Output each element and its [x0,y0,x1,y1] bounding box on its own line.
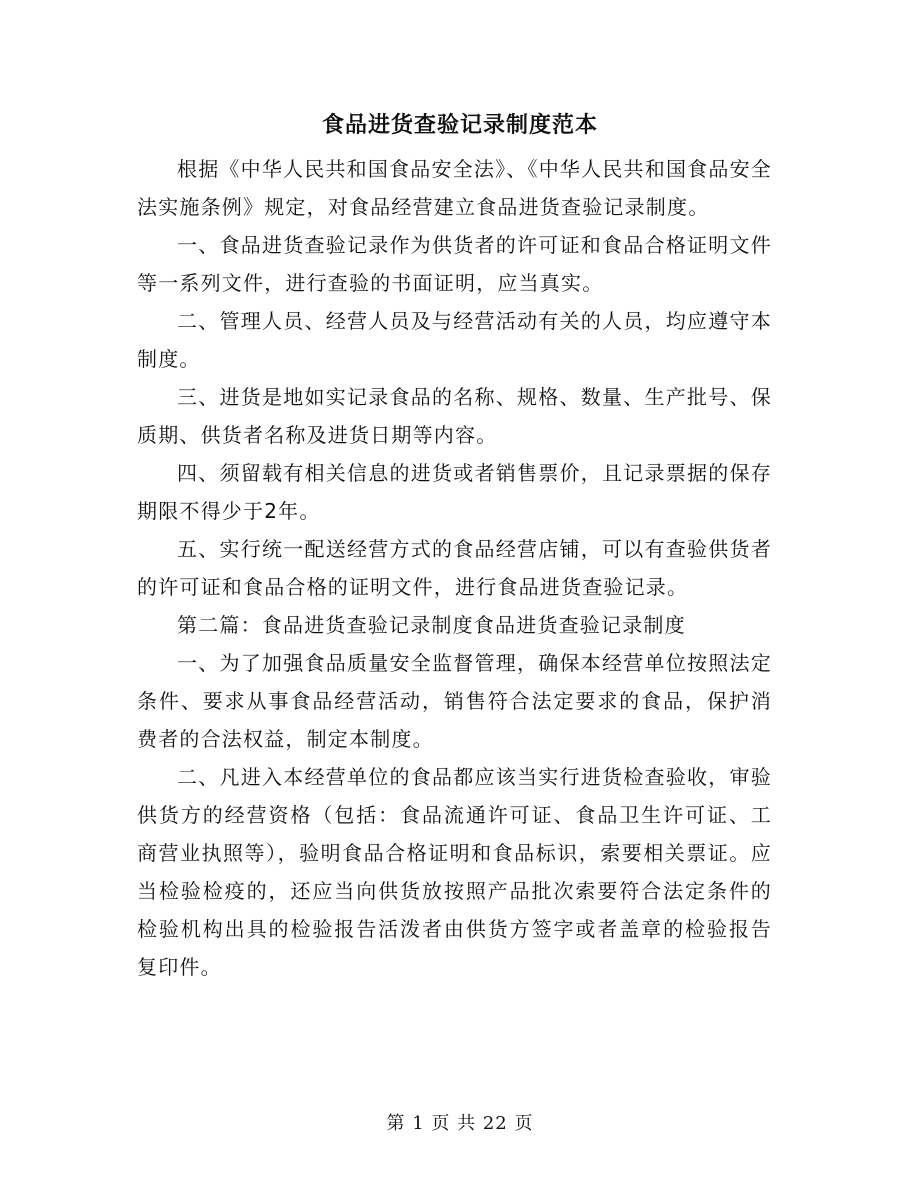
section-heading-part-two: 第二篇：食品进货查验记录制度食品进货查验记录制度 [177,613,686,637]
paragraph-item-3: 三、进货是地如实记录食品的名称、规格、数量、生产批号、保质期、供货者名称及进货日期等内容。 [137,385,772,447]
paragraph-item-2: 二、管理人员、经营人员及与经营活动有关的人员，均应遵守本制度。 [137,309,772,371]
page-number-footer: 第 1 页 共 22 页 [386,1113,534,1134]
paragraph-part-two-item-2: 二、凡进入本经营单位的食品都应该当实行进货检查验收，审验供货方的经营资格（包括：食品流通许可证、食品卫生许可证、工商营业执照等），验明食品合格证明和食品标识，索要相关票证。应当检验检疫的，还应当向供货放按照产品批次索要符合法定条件的检验机构出具的检验报告活泼者由供货方签字或者盖章的检验报告复印件。 [137,765,772,979]
paragraph-part-two-item-1: 一、为了加强食品质量安全监督管理，确保本经营单位按照法定条件、要求从事食品经营活动，销售符合法定要求的食品，保护消费者的合法权益，制定本制度。 [137,651,772,751]
paragraph-intro: 根据《中华人民共和国食品安全法》、《中华人民共和国食品安全法实施条例》规定，对食品经营建立食品进货查验记录制度。 [137,157,772,219]
paragraph-item-1: 一、食品进货查验记录作为供货者的许可证和食品合格证明文件等一系列文件，进行查验的书面证明，应当真实。 [137,233,772,295]
paragraph-item-4: 四、须留载有相关信息的进货或者销售票价，且记录票据的保存期限不得少于2年。 [137,461,772,523]
paragraph-item-5: 五、实行统一配送经营方式的食品经营店铺，可以有查验供货者的许可证和食品合格的证明文件，进行食品进货查验记录。 [137,537,772,599]
document-title: 食品进货查验记录制度范本 [321,112,598,138]
document-body [137,150,772,986]
